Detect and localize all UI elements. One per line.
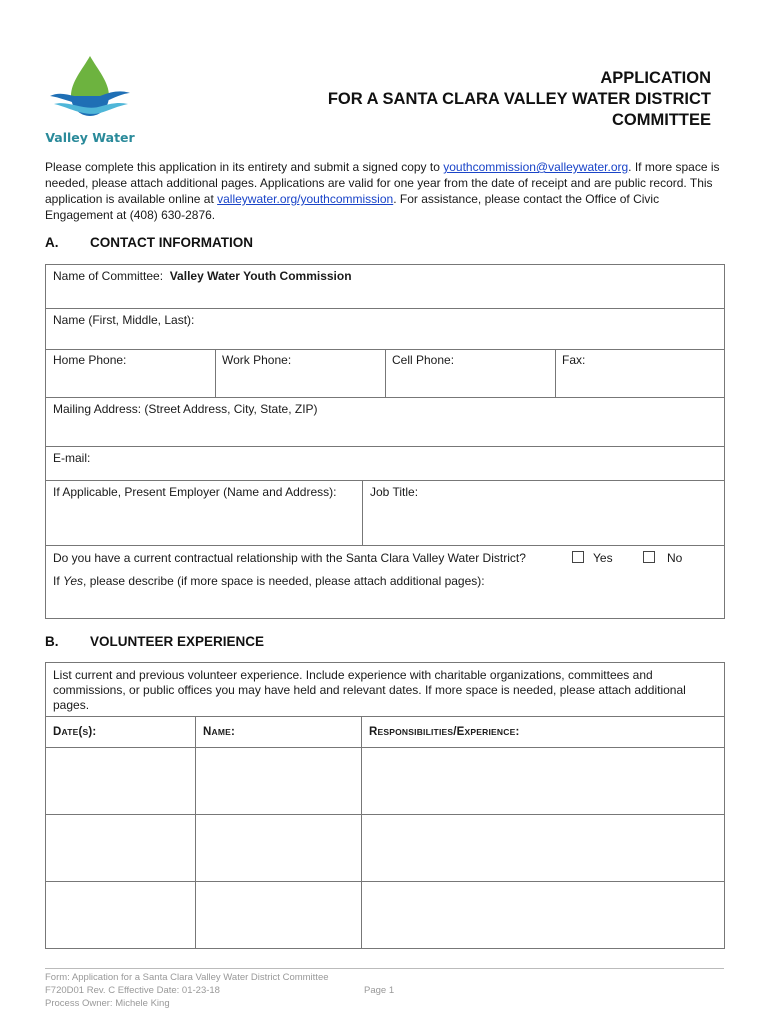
yes-checkbox[interactable] (572, 551, 584, 563)
email-link[interactable]: youthcommission@valleywater.org (443, 160, 629, 174)
committee-field[interactable] (53, 269, 352, 283)
footer-info (45, 971, 329, 1010)
col-resp-slash: / (453, 726, 457, 738)
employer-label: If Applicable, Present Employer (Name and Address): (53, 485, 337, 499)
no-checkbox[interactable] (643, 551, 655, 563)
fax-label: Fax: (562, 353, 586, 367)
title-line-3: COMMITTEE (612, 111, 711, 129)
col-name-colon: : (231, 726, 236, 738)
col-dates-paren-close: ): (88, 726, 97, 738)
job-title-label: Job Title: (370, 485, 419, 499)
intro-text-1: Please complete this application in its entirety and submit a signed copy to (45, 160, 444, 174)
name-field-label: Name (First, Middle, Last): (53, 313, 195, 327)
col-resp-rest2: XPERIENCE (464, 727, 516, 737)
col-name-header (203, 726, 235, 738)
describe-rest: , please describe (if more space is needed, please attach additional pages): (83, 574, 485, 588)
section-a-title: CONTACT INFORMATION (90, 235, 253, 250)
contract-question: Do you have a current contractual relationship with the Santa Clara Valley Water District? (53, 551, 526, 565)
email-field-label: E-mail: (53, 451, 91, 465)
describe-yes: Yes (63, 574, 84, 588)
title-line-2: FOR A SANTA CLARA VALLEY WATER DISTRICT (327, 90, 711, 108)
col-name-rest: AME (211, 727, 232, 737)
footer-line-1: Form: Application for a Santa Clara Valley Water District Committee (45, 972, 329, 983)
page-title (328, 68, 711, 131)
col-resp-r: R (369, 726, 378, 738)
no-label: No (667, 551, 683, 565)
home-phone-label: Home Phone: (53, 353, 127, 367)
yes-label: Yes (593, 551, 613, 565)
col-name-n: N (203, 726, 212, 738)
intro-paragraph (45, 159, 720, 223)
describe-if: If (53, 574, 64, 588)
section-a-heading (45, 235, 253, 250)
page-number: Page 1 (364, 985, 395, 996)
col-dates-rest: ATE (61, 727, 79, 737)
logo-text: Valley Water (45, 130, 135, 145)
intro-text-3: . For assistance, please contact the Office of Civic Engagement at (408) 630-2876. (45, 192, 660, 222)
cell-phone-label: Cell Phone: (392, 353, 455, 367)
col-resp-colon: : (515, 726, 520, 738)
water-drop-icon (44, 52, 136, 128)
committee-value: Valley Water Youth Commission (169, 269, 352, 283)
footer-line-3: Process Owner: Michele King (45, 998, 170, 1009)
col-dates-header (53, 726, 96, 738)
section-b-heading (45, 634, 264, 649)
work-phone-label: Work Phone: (222, 353, 292, 367)
section-b-letter: B. (45, 634, 59, 649)
section-a-letter: A. (45, 235, 59, 250)
describe-instructions (53, 574, 485, 588)
volunteer-instructions: List current and previous volunteer experience. Include experience with charitable organizations, committees and commissions, or public offices you may have held and relevant dates. If more space is needed, please attach additional pages. (53, 668, 686, 712)
footer-line-2: F720D01 Rev. C Effective Date: 01-23-18 (45, 985, 220, 996)
col-responsibilities-header (369, 726, 520, 738)
mailing-address-label: Mailing Address: (Street Address, City, State, ZIP) (53, 402, 318, 416)
col-dates-paren-open: ( (78, 726, 83, 738)
website-link[interactable]: valleywater.org/youthcommission (217, 192, 394, 206)
footer-divider (45, 968, 724, 969)
intro-text-2: . If more space is needed, please attach additional pages. Applications are valid for one year from the date of receipt and are public record. This application is available online at (45, 160, 720, 206)
committee-label: Name of Committee: (53, 269, 164, 283)
col-dates-d: D (53, 726, 62, 738)
col-resp-e: E (456, 726, 465, 738)
title-line-1: APPLICATION (600, 69, 711, 87)
section-b-title: VOLUNTEER EXPERIENCE (90, 634, 265, 649)
col-dates-s: S (82, 727, 89, 737)
col-resp-rest: ESPONSIBILITIES (377, 727, 454, 737)
valley-water-logo (44, 52, 136, 146)
